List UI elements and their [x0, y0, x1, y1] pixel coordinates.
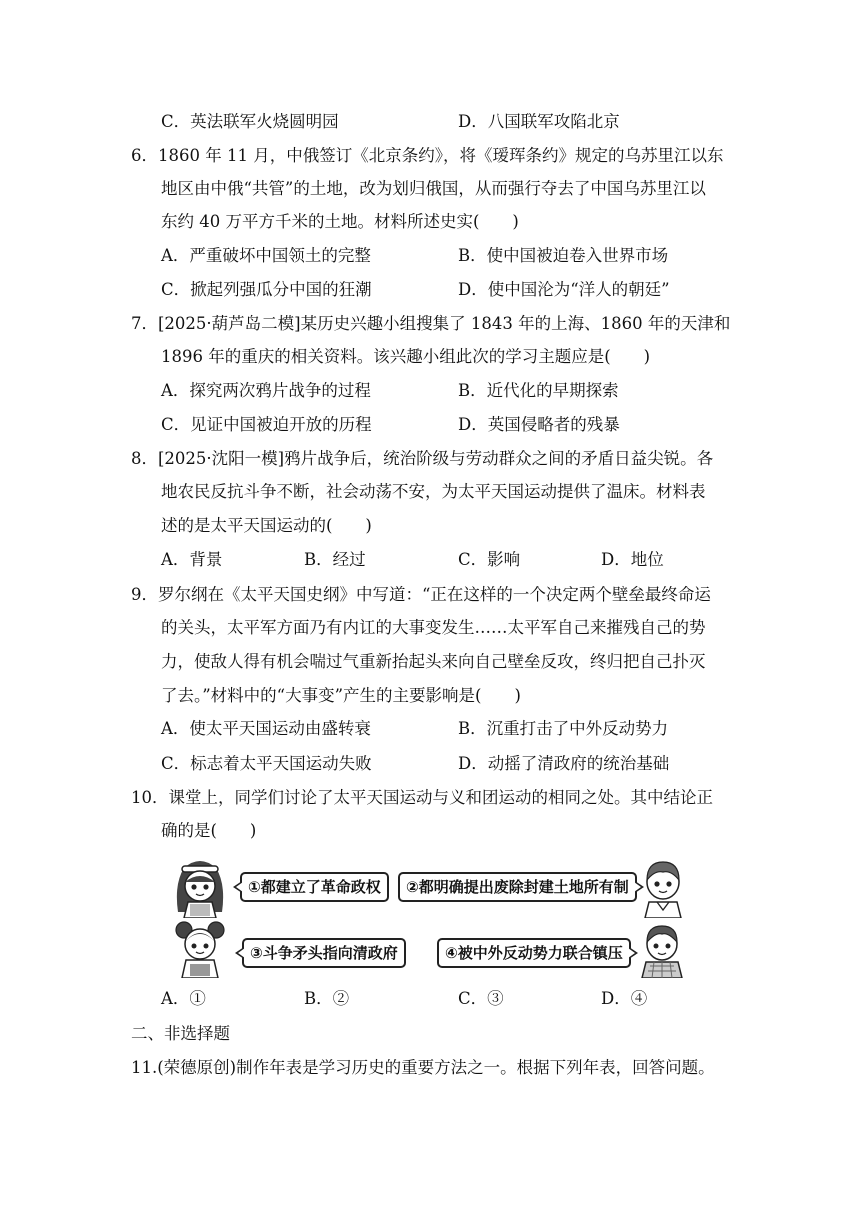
- q8-stem-line-2: 地农民反抗斗争不断，社会动荡不安，为太平天国运动提供了温床。材料表: [161, 482, 706, 501]
- q7-stem-line-2: 1896 年的重庆的相关资料。该兴趣小组此次的学习主题应是( ): [161, 347, 651, 366]
- q9-stem-line-2: 的关头，太平军方面乃有内讧的大事变发生……太平军自己来摧残自己的势: [161, 618, 706, 637]
- student-boy-checked-shirt-icon: [634, 920, 690, 978]
- q8-stem-line-3: 述的是太平天国运动的( ): [161, 516, 372, 535]
- q6-stem-line-2: 地区由中俄“共管”的土地，改为划归俄国，从而强行夺去了中国乌苏里江以: [161, 179, 706, 198]
- student-boy-icon: [635, 854, 691, 918]
- q7-stem-line-1: 7．[2025·葫芦岛二模]某历史兴趣小组搜集了 1843 年的上海、1860 年的天津和: [131, 314, 731, 333]
- q8-option-c: C．影响: [458, 550, 521, 569]
- q7-option-d: D．英国侵略者的残暴: [458, 415, 620, 434]
- conclusion-bubble-4: ④被中外反动势力联合镇压: [437, 938, 631, 968]
- q5-option-c: C．英法联军火烧圆明园: [161, 112, 339, 131]
- conclusion-bubble-3: ③斗争矛头指向清政府: [242, 938, 406, 968]
- q10-option-c: C．③: [458, 989, 504, 1008]
- q8-option-d: D．地位: [601, 550, 664, 569]
- q7-option-a: A．探究两次鸦片战争的过程: [161, 381, 371, 400]
- conclusion-bubble-2: ②都明确提出废除封建土地所有制: [398, 872, 637, 902]
- q10-stem-line-2: 确的是( ): [161, 821, 257, 840]
- q6-stem-line-1: 6．1860 年 11 月，中俄签订《北京条约》，将《瑷珲条约》规定的乌苏里江以东: [131, 146, 724, 165]
- q10-option-a: A．①: [161, 989, 206, 1008]
- q10-option-d: D．④: [601, 989, 648, 1008]
- student-girl-buns-icon: [172, 920, 228, 978]
- q6-option-c: C．掀起列强瓜分中国的狂潮: [161, 280, 372, 299]
- section-title-non-choice: 二、非选择题: [131, 1024, 230, 1043]
- q10-stem-line-1: 10．课堂上，同学们讨论了太平天国运动与义和团运动的相同之处。其中结论正: [131, 788, 713, 807]
- q5-option-d: D．八国联军攻陷北京: [458, 112, 620, 131]
- discussion-figure: [170, 848, 690, 978]
- q8-option-b: B．经过: [304, 550, 366, 569]
- q9-stem-line-4: 了去。”材料中的“大事变”产生的主要影响是( ): [161, 686, 521, 705]
- q9-option-b: B．沉重打击了中外反动势力: [458, 719, 669, 738]
- student-girl-long-hair-icon: [170, 854, 230, 918]
- q6-option-b: B．使中国被迫卷入世界市场: [458, 246, 669, 265]
- q9-stem-line-3: 力，使敌人得有机会喘过气重新抬起头来向自己壁垒反攻，终归把自己扑灭: [161, 652, 706, 671]
- q8-stem-line-1: 8．[2025·沈阳一模]鸦片战争后，统治阶级与劳动群众之间的矛盾日益尖锐。各: [131, 449, 714, 468]
- q9-option-d: D．动摇了清政府的统治基础: [458, 754, 670, 773]
- q9-stem-line-1: 9．罗尔纲在《太平天国史纲》中写道：“正在这样的一个决定两个壁垒最终命运: [131, 585, 711, 604]
- q10-option-b: B．②: [304, 989, 350, 1008]
- q11-stem: 11.(荣德原创)制作年表是学习历史的重要方法之一。根据下列年表，回答问题。: [131, 1058, 715, 1077]
- q6-stem-line-3: 东约 40 万平方千米的土地。材料所述史实( ): [161, 212, 519, 231]
- q9-option-a: A．使太平天国运动由盛转衰: [161, 719, 371, 738]
- q7-option-c: C．见证中国被迫开放的历程: [161, 415, 372, 434]
- q7-option-b: B．近代化的早期探索: [458, 381, 619, 400]
- q9-option-c: C．标志着太平天国运动失败: [161, 754, 372, 773]
- q8-option-a: A．背景: [161, 550, 223, 569]
- conclusion-bubble-1: ①都建立了革命政权: [240, 872, 389, 902]
- q6-option-d: D．使中国沦为“洋人的朝廷”: [458, 280, 670, 299]
- q6-option-a: A．严重破坏中国领土的完整: [161, 246, 371, 265]
